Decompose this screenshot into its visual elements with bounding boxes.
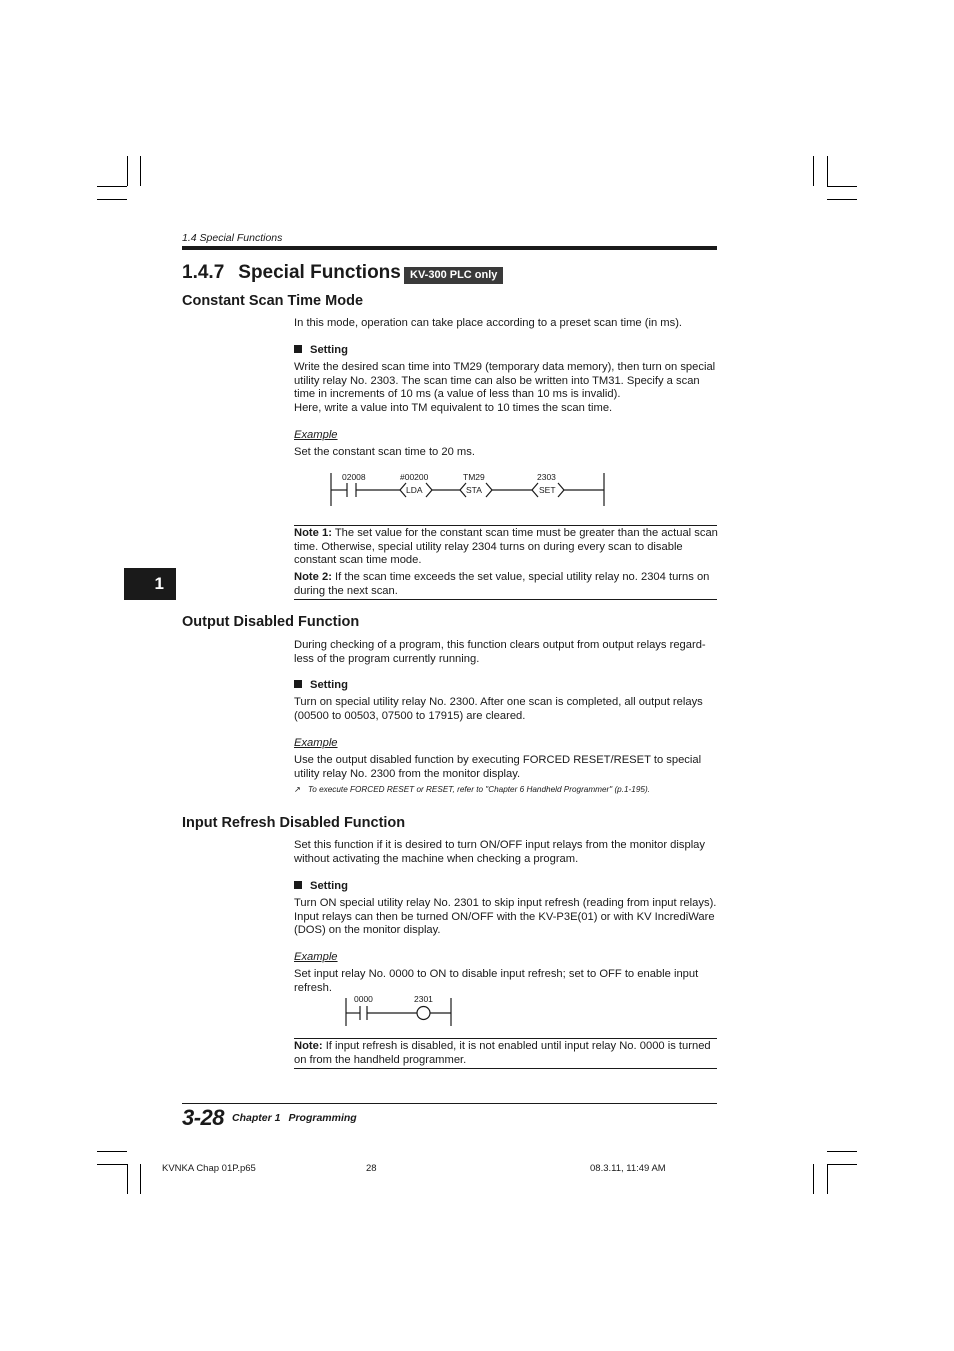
output-disabled-reference (294, 784, 650, 794)
input-refresh-note (294, 1040, 718, 1067)
setting-label: Setting (310, 679, 348, 691)
output-disabled-heading: Output Disabled Function (182, 614, 360, 630)
constant-scan-setting-text: Write the desired scan time into TM29 (temporary data memory), then turn on special utility relay No. 2303. The scan time can also be written into TM31. Specify a scan time in increments of 10 ms (a value of less than 10 ms is invalid). (294, 361, 716, 401)
notes-bottom-rule (294, 599, 717, 600)
constant-scan-example-text: Set the constant scan time to 20 ms. (294, 446, 475, 458)
square-bullet-icon (294, 680, 302, 688)
section-number: 1.4.7 (182, 262, 225, 283)
ladder-lda-operand: #00200 (400, 472, 429, 482)
footer-rule (182, 1103, 717, 1104)
note2-label: Note 2: (294, 571, 332, 583)
input-refresh-setting (294, 880, 348, 892)
reference-text[interactable]: To execute FORCED RESET or RESET, refer to "Chapter 6 Handheld Programmer" (p.1-195). (308, 785, 650, 794)
section-label: 1.4 Special Functions (182, 232, 283, 244)
ladder-set-operand: 2303 (537, 472, 556, 482)
note1-label: Note 1: (294, 527, 332, 539)
slug-file-name: KVNKA Chap 01P.p65 (162, 1163, 256, 1174)
ladder-sta-operand: TM29 (463, 472, 485, 482)
ladder-lda-instruction: LDA (406, 485, 423, 495)
constant-scan-note1 (294, 527, 718, 568)
input-refresh-intro: Set this function if it is desired to turn ON/OFF input relays from the monitor display without activating the machine when checking a program. (294, 839, 705, 865)
setting-label: Setting (310, 344, 348, 356)
output-disabled-setting-text: Turn on special utility relay No. 2300. After one scan is completed, all output relays (00500 to 00503, 07500 to 17915) are cleared. (294, 696, 703, 722)
note-top-rule (294, 1038, 717, 1039)
constant-scan-example-label: Example (294, 429, 338, 441)
plc-badge: KV-300 PLC only (404, 267, 503, 284)
chapter-tab (124, 568, 176, 600)
header-rule (182, 246, 717, 250)
constant-scan-setting (294, 344, 348, 356)
slug-timestamp: 08.3.11, 11:49 AM (590, 1163, 666, 1174)
section-heading (182, 262, 401, 284)
output-disabled-example-text: Use the output disabled function by executing FORCED RESET/RESET to special utility relay No. 2300 from the monitor display. (294, 754, 702, 780)
square-bullet-icon (294, 881, 302, 889)
arrow-ref-icon: ↗ (294, 785, 301, 794)
constant-scan-heading: Constant Scan Time Mode (182, 293, 364, 309)
page-number: 3-28 (182, 1105, 225, 1130)
section-title: Special Functions (238, 262, 401, 283)
slug-page: 28 (366, 1163, 377, 1174)
output-disabled-example-label: Example (294, 737, 338, 749)
notes-top-rule (294, 525, 717, 526)
ladder-contact-label: 02008 (342, 472, 366, 482)
output-disabled-intro: During checking of a program, this function clears output from output relays regard- less of the program currently running. (294, 639, 706, 665)
ladder-set-instruction: SET (539, 485, 556, 495)
chapter-tab-number: 1 (154, 574, 164, 593)
input-refresh-heading: Input Refresh Disabled Function (182, 815, 406, 831)
ladder-sta-instruction: STA (466, 485, 482, 495)
note-label: Note: (294, 1040, 323, 1052)
constant-scan-note2 (294, 571, 718, 598)
note2-text: If the scan time exceeds the set value, special utility relay no. 2304 turns on during the next scan. (294, 571, 710, 597)
note-text: If input refresh is disabled, it is not enabled until input relay No. 0000 is turned on from the handheld programmer. (294, 1040, 711, 1066)
footer-chapter (232, 1112, 357, 1124)
constant-scan-setting-text2: Here, write a value into TM equivalent to 10 times the scan time. (294, 402, 613, 414)
ladder-coil-label: 2301 (414, 994, 433, 1004)
input-refresh-example-text: Set input relay No. 0000 to ON to disable input refresh; set to OFF to enable input refresh. (294, 968, 699, 994)
output-disabled-setting (294, 679, 348, 691)
input-refresh-setting-text: Turn ON special utility relay No. 2301 to skip input refresh (reading from input relays). Input relays can then be turned ON/OFF with the KV-P3E(01) or with KV IncrediWare (DOS) on the monitor display. (294, 897, 717, 937)
input-refresh-example-label: Example (294, 951, 338, 963)
setting-label: Setting (310, 880, 348, 892)
ladder-contact-label: 0000 (354, 994, 373, 1004)
footer-chapter-number: Chapter 1 (232, 1112, 281, 1124)
square-bullet-icon (294, 345, 302, 353)
note-bottom-rule (294, 1068, 717, 1069)
footer-chapter-title: Programming (288, 1112, 357, 1124)
constant-scan-intro: In this mode, operation can take place according to a preset scan time (in ms). (294, 317, 683, 329)
note1-text: The set value for the constant scan time must be greater than the actual scan time. Otherwise, special utility relay 2304 turns on during every scan to disable constant scan time mode. (294, 527, 718, 567)
